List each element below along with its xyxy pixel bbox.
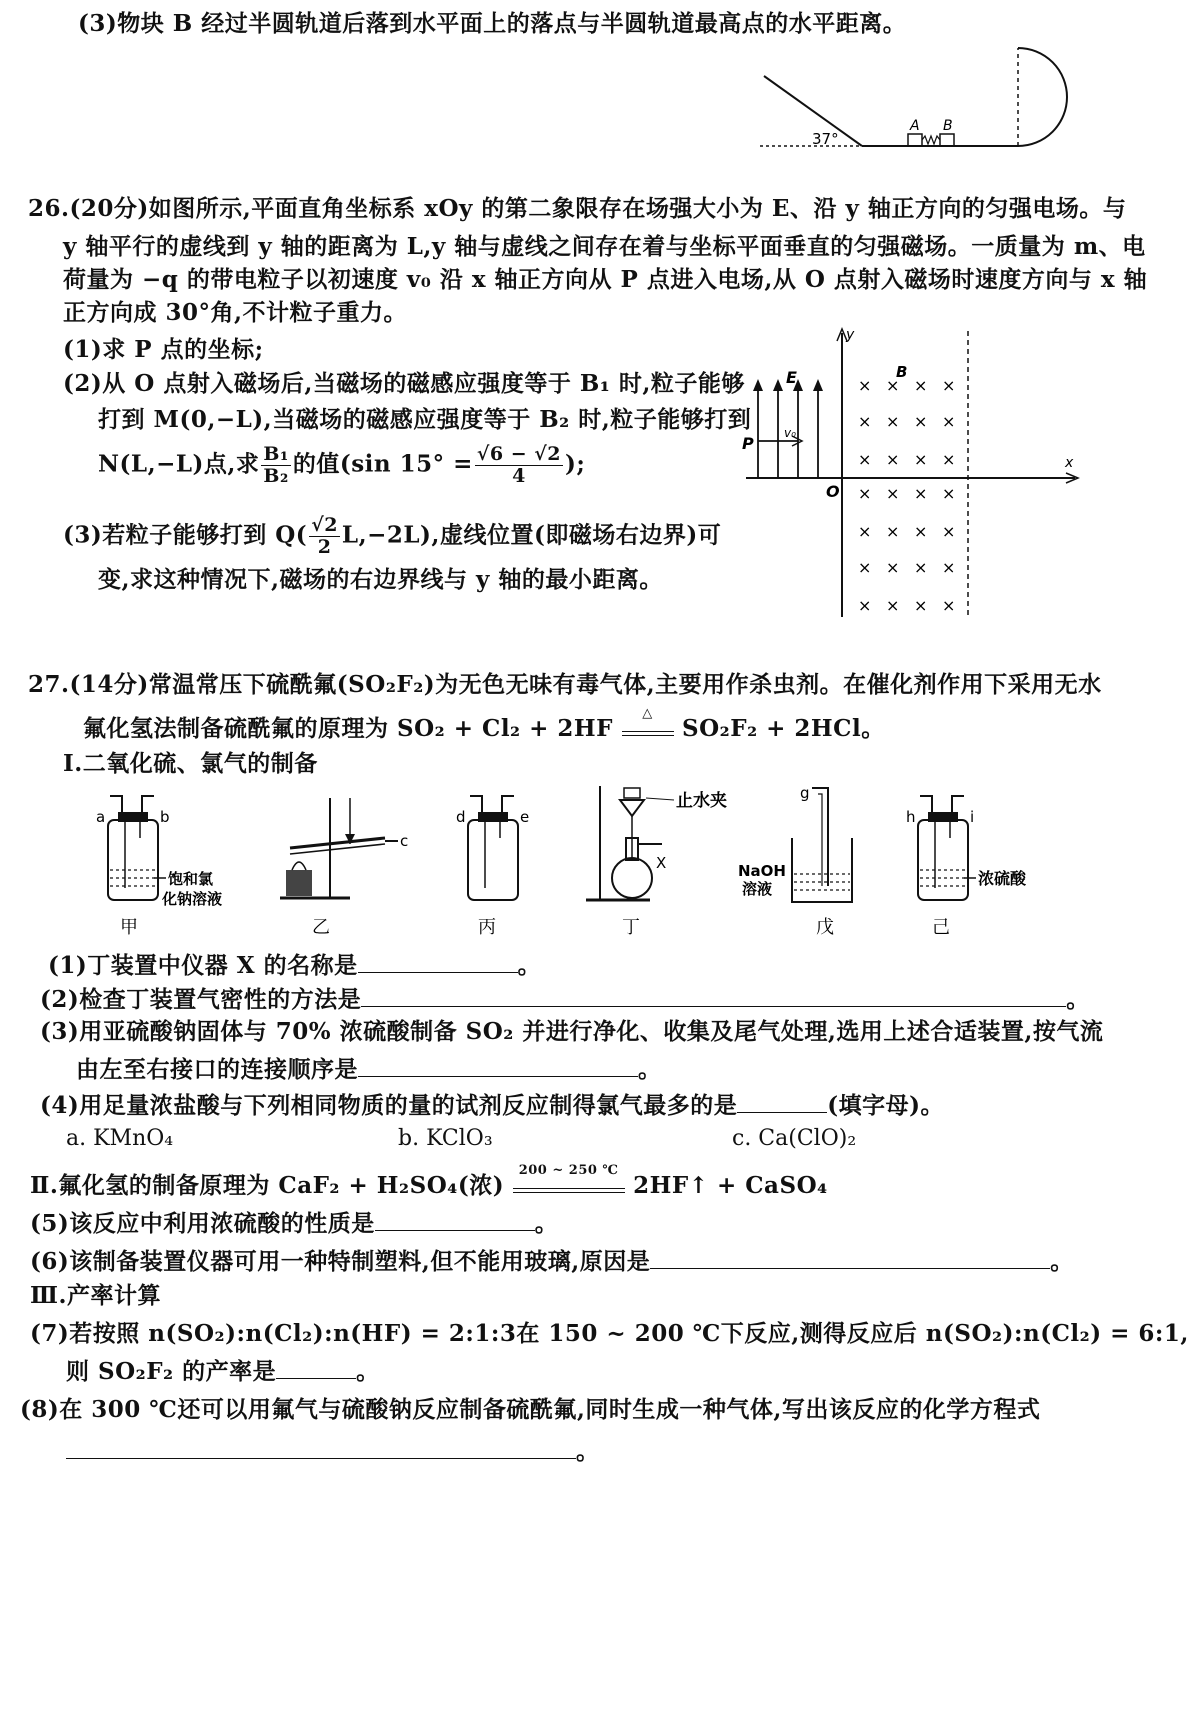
- q26-line2: y 轴平行的虚线到 y 轴的距离为 L,y 轴与虚线之间存在着与坐标平面垂直的匀强磁场。一质量为 m、电: [63, 233, 1146, 260]
- svg-text:丁: 丁: [622, 917, 640, 938]
- svg-text:溶液: 溶液: [742, 880, 773, 898]
- q27-sub7b: 则 SO₂F₂ 的产率是 。: [66, 1358, 380, 1385]
- svg-text:丙: 丙: [478, 917, 496, 938]
- block-b-label: B: [943, 118, 953, 134]
- block-a-label: A: [910, 118, 920, 134]
- field-cross-mark: ×: [886, 412, 900, 431]
- answer-blank-1[interactable]: [358, 952, 518, 973]
- svg-text:d: d: [456, 808, 466, 826]
- field-cross-mark: ×: [858, 412, 872, 431]
- section-1-heading: Ⅰ.二氧化硫、氯气的制备: [63, 750, 318, 777]
- field-cross-mark: ×: [886, 484, 900, 503]
- field-cross-mark: ×: [942, 450, 956, 469]
- field-cross-mark: ×: [914, 484, 928, 503]
- q27-line2: 氟化氢法制备硫酰氟的原理为 SO₂ + Cl₂ + 2HF △ SO₂F₂ + 2HCl。: [83, 706, 885, 742]
- apparatus-figure: [80, 778, 1080, 943]
- q26-part1: (1)求 P 点的坐标;: [63, 336, 264, 363]
- field-cross-mark: ×: [858, 484, 872, 503]
- svg-text:g: g: [800, 784, 810, 802]
- q25-sub3: (3)物块 B 经过半圆轨道后落到水平面上的落点与半圆轨道最高点的水平距离。: [78, 10, 907, 37]
- answer-blank-3[interactable]: [358, 1056, 638, 1077]
- q27-sub3a: (3)用亚硫酸钠固体与 70% 浓硫酸制备 SO₂ 并进行净化、收集及尾气处理,选用上述合适装置,按气流: [40, 1018, 1104, 1045]
- svg-text:己: 己: [932, 917, 950, 938]
- field-cross-mark: ×: [914, 596, 928, 615]
- q27-line1: 27.(14分)常温常压下硫酰氟(SO₂F₂)为无色无味有毒气体,主要用作杀虫剂。在催化剂作用下采用无水: [28, 671, 1102, 698]
- answer-blank-8[interactable]: [66, 1438, 576, 1459]
- q26-line4: 正方向成 30°角,不计粒子重力。: [63, 299, 408, 326]
- field-cross-mark: ×: [886, 558, 900, 577]
- field-cross-mark: ×: [886, 596, 900, 615]
- field-e-label: E: [786, 368, 797, 387]
- q27-sub8: (8)在 300 ℃还可以用氟气与硫酸钠反应制备硫酰氟,同时生成一种气体,写出该反应的化学方程式: [20, 1396, 1041, 1423]
- q27-sub5: (5)该反应中利用浓硫酸的性质是 。: [30, 1210, 559, 1237]
- field-cross-mark: ×: [886, 522, 900, 541]
- option-a: a. KMnO₄: [66, 1126, 174, 1151]
- svg-text:c: c: [400, 832, 409, 850]
- field-cross-mark: ×: [858, 596, 872, 615]
- y-axis-label: y: [846, 327, 855, 343]
- svg-text:b: b: [160, 808, 170, 826]
- q27-sub1: (1)丁装置中仪器 X 的名称是 。: [48, 952, 542, 979]
- svg-text:甲: 甲: [120, 917, 138, 938]
- origin-label: O: [826, 482, 840, 501]
- field-cross-mark: ×: [914, 450, 928, 469]
- svg-text:a: a: [96, 808, 106, 826]
- answer-blank-5[interactable]: [375, 1210, 535, 1231]
- x-axis-label: x: [1065, 455, 1074, 471]
- field-coordinate-figure: [740, 325, 1085, 625]
- svg-text:止水夹: 止水夹: [676, 791, 727, 811]
- q26-part2c: N(L,−L)点,求 $\frac{\text{B₁}}{\text{B₂}}$ 的值(sin 15° = $\frac{√6 - √2}{4}$ );: [98, 443, 586, 487]
- q26-line1: 26.(20分)如图所示,平面直角坐标系 xOy 的第二象限存在场强大小为 E、沿 y 轴正方向的匀强电场。与: [28, 195, 1127, 222]
- svg-text:h: h: [906, 808, 916, 826]
- section-2-heading: Ⅱ.氟化氢的制备原理为 CaF₂ + H₂SO₄(浓) 200 ~ 250 ℃ 2HF↑ + CaSO₄: [30, 1163, 828, 1199]
- svg-text:X: X: [656, 854, 667, 872]
- option-c: c. Ca(ClO)₂: [732, 1126, 857, 1151]
- field-cross-mark: ×: [914, 558, 928, 577]
- point-p-label: P: [742, 434, 754, 453]
- svg-text:化钠溶液: 化钠溶液: [162, 890, 223, 908]
- angle-label: 37°: [812, 130, 839, 148]
- field-cross-mark: ×: [858, 376, 872, 395]
- section-3-heading: Ⅲ.产率计算: [30, 1282, 162, 1309]
- answer-blank-7[interactable]: [276, 1358, 356, 1379]
- q27-sub6: (6)该制备装置仪器可用一种特制塑料,但不能用玻璃,原因是 。: [30, 1248, 1074, 1275]
- field-cross-mark: ×: [858, 558, 872, 577]
- svg-text:饱和氯: 饱和氯: [168, 870, 214, 888]
- q27-sub8-answer-line: 。: [66, 1438, 600, 1463]
- field-cross-mark: ×: [942, 596, 956, 615]
- svg-text:浓硫酸: 浓硫酸: [978, 869, 1027, 888]
- field-cross-mark: ×: [942, 412, 956, 431]
- field-cross-mark: ×: [914, 376, 928, 395]
- incline-semicircle-figure: [750, 42, 1100, 162]
- field-cross-mark: ×: [942, 484, 956, 503]
- field-cross-mark: ×: [886, 450, 900, 469]
- field-cross-mark: ×: [942, 522, 956, 541]
- q27-sub2: (2)检查丁装置气密性的方法是 。: [40, 986, 1090, 1013]
- q26-line3: 荷量为 −q 的带电粒子以初速度 v₀ 沿 x 轴正方向从 P 点进入电场,从 O 点射入磁场时速度方向与 x 轴: [63, 266, 1148, 293]
- answer-blank-2[interactable]: [361, 986, 1066, 1007]
- svg-text:戊: 戊: [816, 917, 834, 938]
- answer-blank-6[interactable]: [650, 1248, 1050, 1269]
- field-cross-mark: ×: [886, 376, 900, 395]
- q26-part3a: (3)若粒子能够打到 Q( $\frac{√2}{2}$ L,−2L),虚线位置(即磁场右边界)可: [63, 514, 722, 558]
- svg-text:NaOH: NaOH: [738, 862, 786, 880]
- field-cross-mark: ×: [858, 450, 872, 469]
- q27-sub4: (4)用足量浓盐酸与下列相同物质的量的试剂反应制得氯气最多的是 (填字母)。: [40, 1092, 945, 1119]
- q27-sub7a: (7)若按照 n(SO₂):n(Cl₂):n(HF) = 2:1:3在 150 ~ 200 ℃下反应,测得反应后 n(SO₂):n(Cl₂) = 6:1,: [30, 1320, 1189, 1347]
- q26-part2a: (2)从 O 点射入磁场后,当磁场的磁感应强度等于 B₁ 时,粒子能够: [63, 370, 745, 397]
- svg-text:e: e: [520, 808, 530, 826]
- field-cross-mark: ×: [942, 376, 956, 395]
- field-cross-mark: ×: [942, 558, 956, 577]
- option-b: b. KClO₃: [398, 1126, 493, 1151]
- velocity-label: v₀: [784, 426, 796, 440]
- field-cross-mark: ×: [914, 412, 928, 431]
- q26-part2b: 打到 M(0,−L),当磁场的磁感应强度等于 B₂ 时,粒子能够打到: [98, 406, 752, 433]
- q26-part3b: 变,求这种情况下,磁场的右边界线与 y 轴的最小距离。: [98, 566, 663, 593]
- field-cross-mark: ×: [858, 522, 872, 541]
- svg-text:i: i: [970, 808, 975, 826]
- field-cross-mark: ×: [914, 522, 928, 541]
- q27-sub3b: 由左至右接口的连接顺序是 。: [76, 1056, 662, 1083]
- svg-text:乙: 乙: [312, 917, 330, 938]
- field-b-label: B: [896, 363, 908, 381]
- answer-blank-4[interactable]: [737, 1092, 827, 1113]
